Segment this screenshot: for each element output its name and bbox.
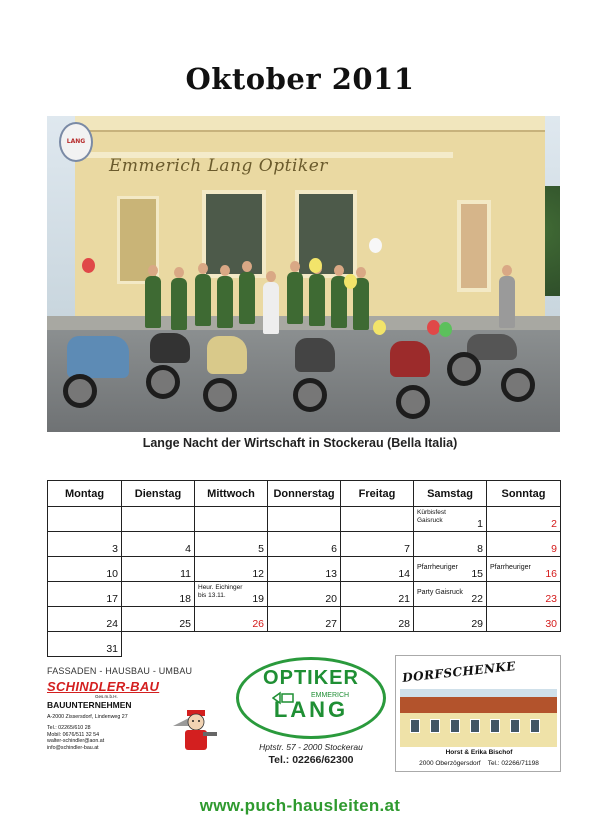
inn-owner: Horst & Erika Bischof [445,749,513,756]
calendar-week-row [48,557,561,582]
calendar-event: Kürbisfest Gaisruck [417,509,446,524]
day-number: 31 [106,643,118,655]
day-number: 13 [325,568,337,580]
calendar-day-cell [487,582,561,607]
calendar-day-cell [195,507,268,532]
schindler-bau-ad [47,666,229,766]
day-number: 12 [252,568,264,580]
balloon [344,274,357,289]
calendar-day-cell [122,507,195,532]
day-number: 24 [106,618,118,630]
calendar-day-cell [341,582,414,607]
calendar-day-cell [414,532,487,557]
day-number: 4 [185,543,191,555]
calendar-day-cell [268,507,341,532]
day-number: 11 [180,568,191,580]
company-email: info@schindler-bau.at [47,745,99,752]
optiker-phone: Tel.: 02266/62300 [268,754,354,766]
optiker-lang-ad [236,657,386,772]
company-phone: Tel.: 02265/610 28 [47,724,91,731]
calendar-day-cell [122,532,195,557]
day-number: 19 [252,593,264,605]
motorcycle [382,331,442,426]
day-number: 20 [325,593,337,605]
day-number: 17 [106,593,118,605]
calendar-day-cell [48,507,122,532]
person [195,274,211,326]
calendar-grid [47,480,561,657]
calendar-day-cell [268,582,341,607]
calendar-day-cell [341,607,414,632]
builder-mascot-icon [169,704,221,754]
shop-window [202,190,266,278]
event-photo [47,116,560,432]
calendar-day-cell [48,632,122,657]
shop-round-sign: LANG [59,122,93,162]
day-number: 3 [112,543,118,555]
motorcycle [142,321,202,411]
calendar-week-row [48,607,561,632]
calendar-event: Pfarrheuriger [490,564,531,571]
day-number: 6 [331,543,337,555]
weekday-header: Freitag [341,481,414,507]
optiker-address: Hptstr. 57 - 2000 Stockerau [259,742,363,752]
day-number: 8 [477,543,483,555]
day-number: 27 [325,618,337,630]
person [217,276,233,328]
day-number: 21 [398,593,410,605]
weekday-header: Dienstag [122,481,195,507]
website-link[interactable]: www.puch-hausleiten.at [199,796,401,815]
company-type: BAUUNTERNEHMEN [47,700,132,710]
person [263,282,279,334]
shop-window [295,190,357,278]
calendar-day-cell [48,557,122,582]
calendar-week-row [48,532,561,557]
calendar-day-cell [414,582,487,607]
calendar-event: Heur. Eichinger bis 13.11. [198,584,243,599]
weekday-header: Donnerstag [268,481,341,507]
motorcycle [59,326,139,416]
day-number: 23 [545,593,557,605]
day-number: 2 [551,518,557,530]
inn-phone: Tel.: 02266/71198 [487,760,539,767]
calendar-day-cell [414,507,487,532]
person [287,272,303,324]
calendar-day-cell [48,607,122,632]
dorfschenke-title: DORFSCHENKE [401,659,517,685]
person [309,274,325,326]
calendar-day-cell [268,557,341,582]
calendar-day-cell [268,607,341,632]
day-number: 26 [252,618,264,630]
company-address: A-2000 Zissersdorf, Lindenweg 27 [47,714,128,720]
calendar-day-cell [195,607,268,632]
photo-caption: Lange Nacht der Wirtschaft in Stockerau (Bella Italia) [142,436,458,450]
calendar-day-cell [195,582,268,607]
calendar-day-cell [487,607,561,632]
day-number: 18 [179,593,191,605]
day-number: 30 [545,618,557,630]
schindler-logo-text: SCHINDLER-BAU [47,679,160,694]
weekday-header: Montag [48,481,122,507]
weekday-header: Sonntag [487,481,561,507]
calendar-day-cell [122,582,195,607]
calendar-day-cell [487,532,561,557]
calendar-day-cell [487,557,561,582]
day-number: 15 [471,568,483,580]
dorfschenke-ad [395,655,561,772]
page-title: Oktober 2011 [185,62,415,96]
calendar-event: Pfarrheuriger [417,564,458,571]
calendar-day-cell [341,532,414,557]
calendar-day-cell [341,557,414,582]
motorcycle [287,326,347,421]
person [239,272,255,324]
shop-window [457,200,491,292]
optiker-logo-text: OPTIKER [263,667,359,689]
calendar-day-cell [48,582,122,607]
calendar-day-cell [48,532,122,557]
optiker-brand-name: LANG [273,697,349,722]
calendar-day-cell [195,532,268,557]
day-number: 28 [398,618,410,630]
day-number: 25 [179,618,191,630]
ad-tagline: FASSADEN - HAUSBAU - UMBAU [47,666,193,676]
calendar-day-cell [195,557,268,582]
calendar-week-row [48,507,561,532]
calendar-day-cell [268,532,341,557]
calendar-day-cell [414,607,487,632]
day-number: 1 [477,518,483,530]
calendar-day-cell [414,557,487,582]
balloon [309,258,322,273]
weekday-header-row [48,481,561,507]
motorcycle [447,316,542,416]
optiker-owner-name: EMMERICH [310,692,350,699]
company-mobile: Mobil: 0676/511 32 54 [47,731,100,738]
calendar-day-cell [487,507,561,532]
weekday-header: Samstag [414,481,487,507]
calendar-day-cell [122,557,195,582]
motorcycle [197,326,257,421]
day-number: 10 [106,568,118,580]
company-form: Ges.m.b.H. [95,694,118,699]
company-email: walter-schindler@aon.at [47,738,105,745]
calendar-event: Party Gaisruck [417,589,463,596]
day-number: 5 [258,543,264,555]
calendar-day-cell [122,607,195,632]
day-number: 22 [471,593,483,605]
inn-contact [396,760,562,767]
inn-photo [400,689,557,747]
calendar-week-row [48,632,561,657]
balloon [82,258,95,273]
day-number: 7 [404,543,410,555]
inn-place: 2000 Oberzögersdorf [419,760,481,767]
calendar-day-cell [341,507,414,532]
day-number: 16 [545,568,557,580]
shop-sign: Emmerich Lang Optiker [109,156,328,176]
day-number: 29 [471,618,483,630]
balloon [369,238,382,253]
weekday-header: Mittwoch [195,481,268,507]
calendar-week-row [48,582,561,607]
day-number: 9 [551,543,557,555]
day-number: 14 [398,568,410,580]
